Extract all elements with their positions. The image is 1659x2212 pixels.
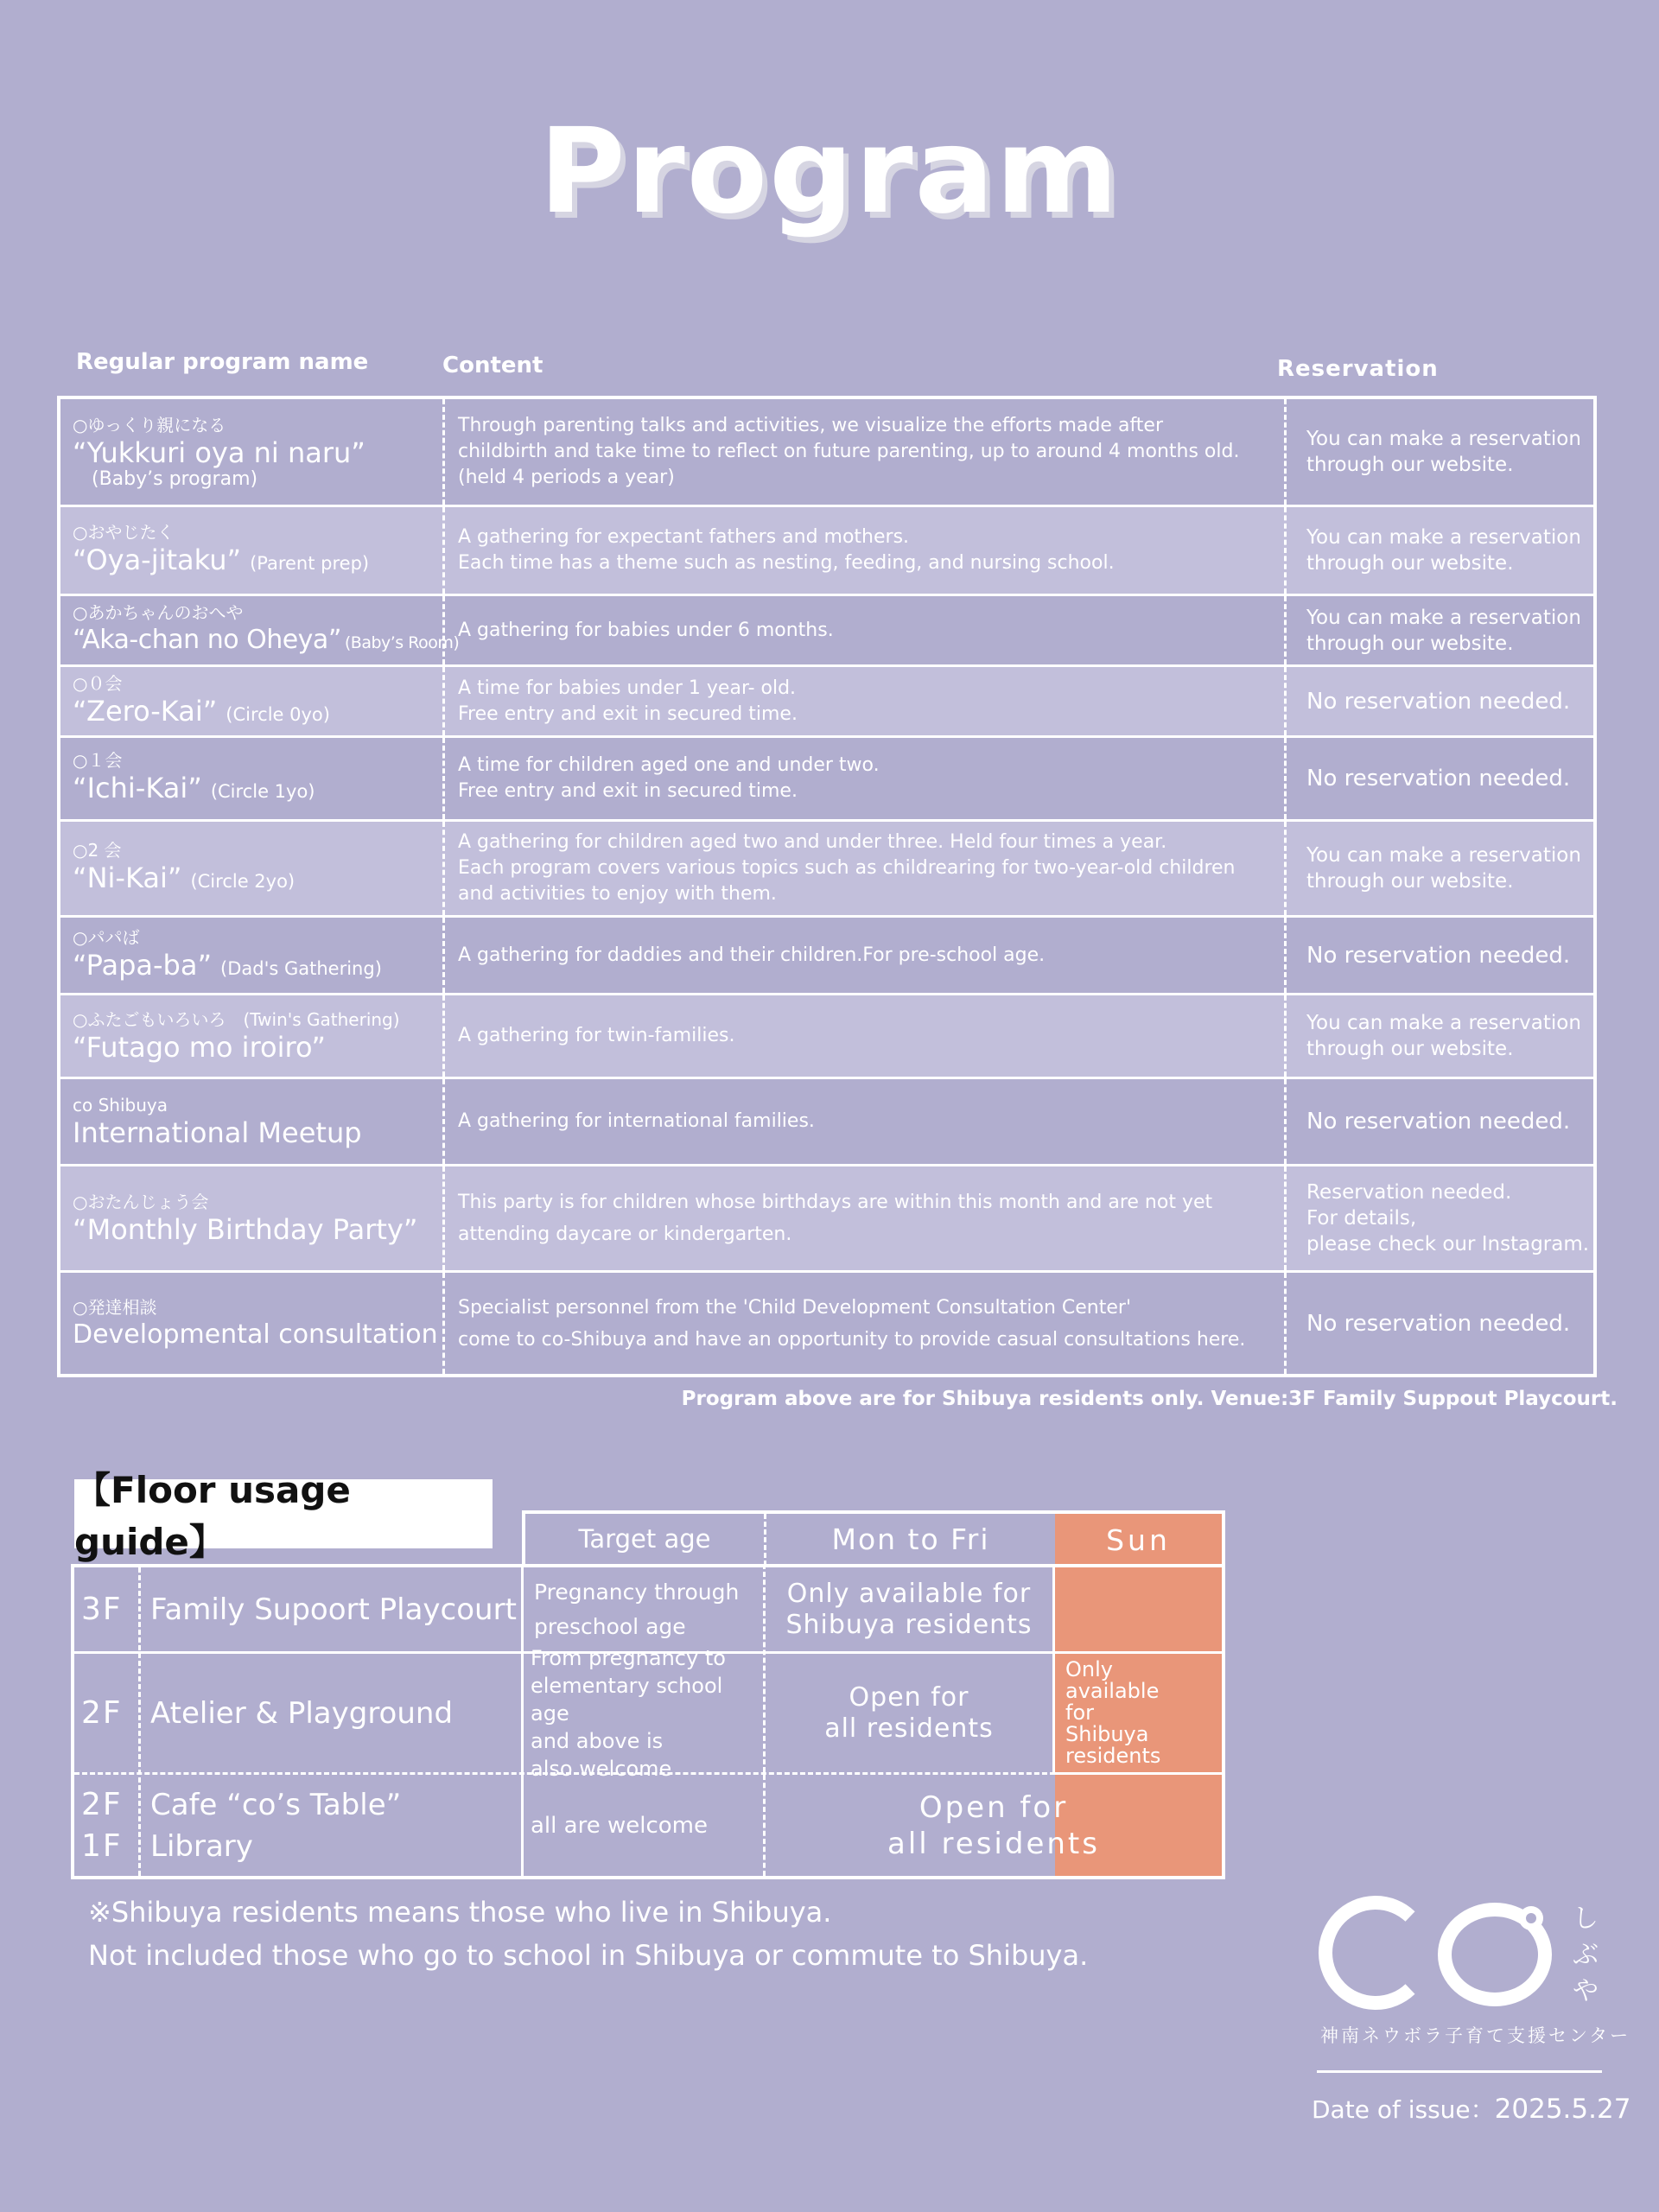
header-content: Content [442, 353, 543, 378]
reservation-line: No reservation needed. [1306, 766, 1571, 791]
program-content-cell [448, 738, 1282, 819]
divider-line [1317, 2070, 1602, 2073]
program-jp-name: ○おたんじょう会 [73, 1192, 209, 1212]
program-row [60, 399, 1593, 507]
weekday-cell [766, 1654, 1052, 1772]
program-row [60, 596, 1593, 667]
program-reservation-cell [1289, 667, 1597, 735]
program-reservation-cell [1289, 399, 1597, 505]
program-en-name [73, 624, 460, 659]
program-en-text: “Zero-Kai” [73, 694, 218, 728]
program-subtitle: (Baby’s Room) [344, 633, 460, 652]
reservation-line: You can make a reservation [1306, 844, 1581, 867]
content-line: and activities to enjoy with them. [458, 883, 777, 905]
program-content-cell [448, 399, 1282, 505]
floor-footnote [88, 1891, 1088, 1977]
reservation-line: You can make a reservation [1306, 526, 1581, 549]
column-divider [442, 667, 445, 735]
program-jp-name: co Shibuya [73, 1095, 168, 1116]
area-label [150, 1567, 520, 1651]
program-reservation-cell [1289, 1273, 1597, 1374]
reservation-line: Reservation needed. [1306, 1181, 1512, 1204]
kana-3: や [1573, 1976, 1599, 2006]
content-line: (held 4 periods a year) [458, 467, 675, 488]
content-line: A time for children aged one and under two. [458, 754, 880, 776]
program-content-cell [448, 1273, 1282, 1374]
content-line: A gathering for daddies and their children.For pre-school age. [458, 944, 1046, 966]
program-content-cell [448, 1079, 1282, 1164]
header-program-name: Regular program name [76, 349, 369, 375]
program-jp-name: ○１会 [73, 750, 123, 771]
program-reservation-cell [1289, 738, 1597, 819]
reservation-line: through our website. [1306, 870, 1514, 893]
content-line: come to co-Shibuya and have an opportunity to provide casual consultations here. [458, 1328, 1246, 1351]
program-name-cell [73, 399, 442, 505]
program-en-name [73, 1213, 442, 1246]
program-en-text: “Yukkuri oya ni naru” [73, 436, 365, 469]
program-row [60, 1079, 1593, 1166]
program-reservation-cell [1289, 507, 1597, 594]
floor-label [81, 1775, 138, 1876]
column-divider [442, 1273, 445, 1374]
content-line: A gathering for children aged two and under three. Held four times a year. [458, 831, 1167, 853]
content-line: Free entry and exit in secured time. [458, 702, 798, 725]
target-line: From pregnancy to [531, 1645, 726, 1670]
column-divider [1284, 1079, 1287, 1164]
area-label [150, 1775, 520, 1876]
reservation-line: You can make a reservation [1306, 1012, 1581, 1034]
weekday-line: Shibuya residents [785, 1609, 1033, 1640]
col-divider-sun [1052, 1564, 1055, 1772]
area-text: Cafe “co’s Table” [150, 1787, 402, 1822]
header-reservation: Reservation [1277, 356, 1439, 382]
weekday-line: Open for [849, 1681, 969, 1713]
program-row [60, 1166, 1593, 1273]
sun-note-line: available [1065, 1679, 1160, 1703]
weekday-line: Open for [918, 1789, 1069, 1825]
column-divider [442, 1079, 445, 1164]
program-en-text: “Papa-ba” [73, 948, 213, 982]
program-row [60, 667, 1593, 738]
footnote-line: Not included those who go to school in Shibuya or commute to Shibuya. [88, 1939, 1089, 1972]
program-row [60, 918, 1593, 995]
reservation-line: No reservation needed. [1306, 1310, 1571, 1337]
weekday-line: all residents [887, 1826, 1100, 1861]
header-sunday: Sun [1055, 1514, 1222, 1566]
program-content-cell [448, 918, 1282, 993]
content-line: Each time has a theme such as nesting, feeding, and nursing school. [458, 552, 1115, 574]
program-subtitle: (Dad's Gathering) [220, 957, 382, 979]
area-text: Family Supoort Playcourt [150, 1592, 517, 1627]
program-name-cell [73, 596, 460, 664]
program-jp-name: ○ゆっくり親になる [73, 415, 226, 435]
floor-guide-title: 【Floor usage guide】 [74, 1479, 493, 1548]
content-line: childbirth and take time to reflect on future parenting, up to around 4 months old. [458, 441, 1240, 462]
program-en-name [73, 1116, 442, 1149]
program-en-name [73, 1319, 442, 1351]
program-name-cell [73, 995, 442, 1077]
program-row [60, 822, 1593, 918]
program-subtitle: (Circle 1yo) [210, 781, 315, 802]
column-divider [1284, 1273, 1287, 1374]
floor-text: 2F [81, 1694, 123, 1731]
reservation-line: please check our Instagram. [1306, 1233, 1590, 1255]
program-en-text: Developmental consultation [73, 1319, 438, 1350]
program-en-name [73, 436, 442, 469]
reservation-line: through our website. [1306, 454, 1514, 476]
program-en-text: “Aka-chan no Oheya” [73, 625, 341, 655]
content-line: Through parenting talks and activities, we visualize the efforts made after [458, 415, 1164, 436]
program-table [57, 396, 1597, 1377]
program-reservation-cell [1289, 596, 1597, 664]
program-en-text: International Meetup [73, 1116, 362, 1149]
header-weekday: Mon to Fri [831, 1522, 990, 1556]
program-content-cell [448, 995, 1282, 1077]
program-content-cell [448, 822, 1282, 915]
content-line: attending daycare or kindergarten. [458, 1224, 792, 1245]
column-divider [442, 507, 445, 594]
program-subtitle: (Parent prep) [250, 553, 370, 574]
content-line: A time for babies under 1 year- old. [458, 677, 797, 699]
program-name-cell [73, 738, 442, 819]
sun-note-line: for [1065, 1700, 1094, 1725]
program-name-cell [73, 1079, 442, 1164]
target-age-cell [534, 1567, 762, 1651]
program-en-name [73, 543, 442, 580]
program-reservation-cell [1289, 822, 1597, 915]
target-line: preschool age [534, 1613, 686, 1639]
floor-guide-table [71, 1564, 1225, 1879]
program-name-cell [73, 1273, 442, 1374]
sun-note-line: residents [1065, 1744, 1161, 1768]
program-name-cell [73, 507, 442, 594]
reservation-line: through our website. [1306, 632, 1514, 655]
program-row [60, 995, 1593, 1079]
program-jp-name: ○ふたごもいろいろ (Twin's Gathering) [73, 1009, 400, 1030]
reservation-line: You can make a reservation [1306, 428, 1581, 450]
column-divider [1284, 995, 1287, 1077]
weekday-sunday-cell [766, 1775, 1222, 1876]
column-divider [1284, 738, 1287, 819]
floor-text: 2F [81, 1786, 123, 1822]
reservation-line: No reservation needed. [1306, 688, 1571, 715]
program-content-cell [448, 507, 1282, 594]
program-jp-name: ○おやじたく [73, 522, 175, 543]
program-subtitle: (Circle 2yo) [190, 871, 296, 892]
content-line: A gathering for twin-families. [458, 1025, 735, 1046]
content-line: Free entry and exit in secured time. [458, 780, 798, 802]
column-divider [1284, 1166, 1287, 1270]
kana-2: ぶ [1573, 1940, 1599, 1970]
floor-label [81, 1654, 138, 1772]
program-en-name [73, 861, 442, 898]
floor-text: 1F [81, 1827, 123, 1864]
program-content-cell [448, 1166, 1282, 1270]
column-divider [1284, 399, 1287, 505]
sunday-note [1065, 1654, 1221, 1772]
column-divider [442, 995, 445, 1077]
column-divider [1284, 918, 1287, 993]
issue-date [1312, 2091, 1630, 2126]
column-divider [1284, 596, 1287, 664]
weekday-cell [766, 1567, 1052, 1651]
column-divider [1284, 507, 1287, 594]
program-name-cell [73, 667, 442, 735]
program-reservation-cell [1289, 918, 1597, 993]
program-name-cell [73, 1166, 442, 1270]
program-en-name [73, 695, 442, 731]
program-subtitle: (Circle 0yo) [226, 703, 330, 725]
target-line: Pregnancy through [534, 1579, 740, 1605]
program-name-cell [73, 822, 442, 915]
program-en-text: “Ichi-Kai” [73, 772, 202, 804]
content-line: A gathering for expectant fathers and mothers. [458, 526, 910, 548]
content-line: A gathering for babies under 6 months. [458, 619, 834, 641]
co-logo-mark [1313, 1892, 1607, 2022]
reservation-line: through our website. [1306, 552, 1514, 575]
program-en-name [73, 772, 442, 808]
program-reservation-cell [1289, 1079, 1597, 1164]
content-line: A gathering for international families. [458, 1110, 815, 1132]
program-jp-name: ○発達相談 [73, 1296, 157, 1318]
program-en-text: “Monthly Birthday Party” [73, 1213, 418, 1246]
sun-note-line: Only [1065, 1657, 1113, 1681]
column-divider [1284, 822, 1287, 915]
column-divider [442, 1166, 445, 1270]
reservation-line: No reservation needed. [1306, 1109, 1571, 1135]
reservation-line: No reservation needed. [1306, 942, 1571, 969]
kana-1: し [1573, 1904, 1599, 1934]
issue-label: Date of issue： [1312, 2095, 1495, 2124]
col-divider-area [521, 1564, 524, 1876]
program-en-text: “Ni-Kai” [73, 861, 182, 894]
logo-subtitle: 神南ネウボラ子育て支援センター [1320, 2025, 1631, 2046]
program-row [60, 738, 1593, 822]
program-en-name [73, 949, 442, 985]
program-jp-name: ○あかちゃんのおへや [73, 602, 244, 623]
program-reservation-cell [1289, 1166, 1597, 1270]
program-content-cell [448, 596, 1282, 664]
program-en-text: “Futago mo iroiro” [73, 1031, 326, 1064]
target-line: also welcome [531, 1756, 672, 1781]
content-line: Specialist personnel from the 'Child Development Consultation Center' [458, 1296, 1131, 1319]
program-subtitle: (Baby’s program) [92, 468, 258, 490]
floor-text: 3F [81, 1591, 123, 1627]
target-line: and above is [531, 1728, 664, 1753]
footnote-line: ※Shibuya residents means those who live in Shibuya. [88, 1896, 832, 1929]
reservation-line: through our website. [1306, 1038, 1514, 1060]
page-title: Program [538, 104, 1121, 240]
column-divider [442, 738, 445, 819]
area-label [150, 1654, 520, 1772]
target-line: elementary school age [531, 1673, 723, 1726]
issue-date-value: 2025.5.27 [1494, 2094, 1631, 2125]
reservation-line: You can make a reservation [1306, 606, 1581, 629]
column-divider [442, 918, 445, 993]
target-line: all are welcome [531, 1812, 708, 1839]
header-target-age: Target age [578, 1524, 711, 1554]
target-age-cell [531, 1645, 762, 1781]
program-en-text: “Oya-jitaku” [73, 543, 242, 576]
reservation-line: For details, [1306, 1207, 1417, 1230]
program-name-cell [73, 918, 442, 993]
content-line: This party is for children whose birthdays are within this month and are not yet [458, 1192, 1213, 1213]
program-en-name [73, 1031, 442, 1064]
column-divider [1284, 667, 1287, 735]
program-jp-name: ○０会 [73, 672, 123, 694]
sun-note-line: Shibuya [1065, 1722, 1149, 1746]
column-divider [442, 822, 445, 915]
program-row [60, 507, 1593, 596]
weekday-line: all residents [824, 1713, 994, 1744]
col-divider-floor [138, 1567, 141, 1876]
program-jp-name: ○パパば [73, 926, 140, 948]
column-divider [442, 399, 445, 505]
program-jp-name: ○2 会 [73, 840, 122, 861]
content-line: Each program covers various topics such as childrearing for two-year-old children [458, 857, 1236, 879]
program-row [60, 1273, 1593, 1374]
weekday-line: Only available for [786, 1578, 1032, 1609]
floor-label [81, 1567, 138, 1651]
program-content-cell [448, 667, 1282, 735]
area-text: Library [150, 1828, 253, 1864]
area-text: Atelier & Playground [150, 1695, 454, 1731]
column-divider [442, 596, 445, 664]
program-reservation-cell [1289, 995, 1597, 1077]
program-note: Program above are for Shibuya residents only. Venue:3F Family Suppout Playcourt. [681, 1388, 1618, 1410]
target-age-cell [531, 1775, 762, 1876]
